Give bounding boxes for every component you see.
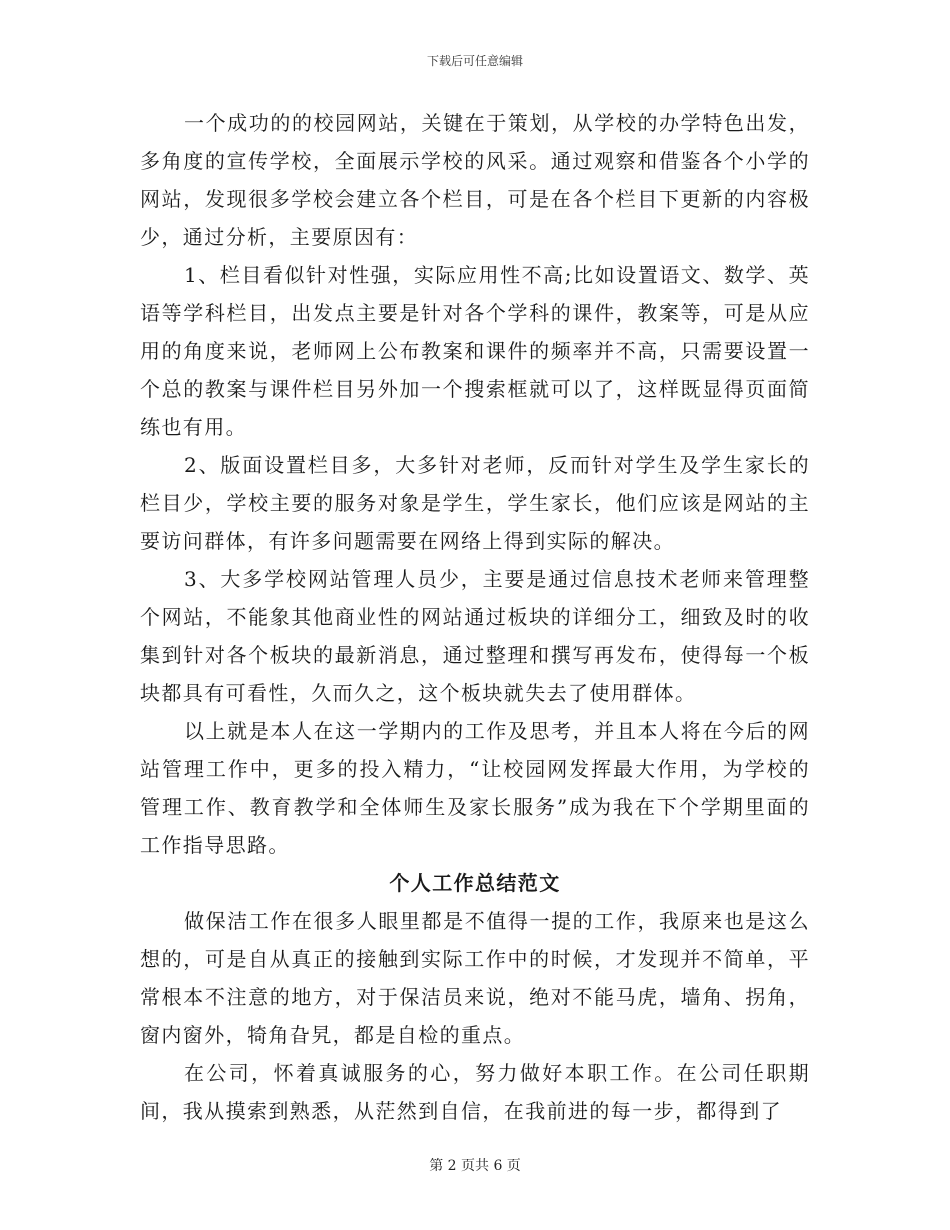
paragraph: 在公司，怀着真诚服务的心，努力做好本职工作。在公司任职期间，我从摸索到熟悉，从茫然到自信，在我前进的每一步，都得到了 [140,1061,810,1123]
document-body [140,104,810,1130]
paragraph: 1、栏目看似针对性强，实际应用性不高;比如设置语文、数学、英语等学科栏目，出发点主要是针对各个学科的课件，教案等，可是从应用的角度来说，老师网上公布教案和课件的频率并不高，只需要设置一个总的教案与课件栏目另外加一个搜索框就可以了，这样既显得页面简练也有用。 [140,263,810,439]
page-footer: 第 2 页共 6 页 [429,1158,521,1174]
section-title: 个人工作总结范文 [389,871,561,895]
paragraph: 做保洁工作在很多人眼里都是不值得一提的工作，我原来也是这么想的，可是自从真正的接触到实际工作中的时候，才发现并不简单，平常根本不注意的地方，对于保洁员来说，绝对不能马虎，墙角、拐角，窗内窗外，犄角旮旯，都是自检的重点。 [140,909,810,1047]
paragraph: 一个成功的的校园网站，关键在于策划，从学校的办学特色出发，多角度的宣传学校，全面展示学校的风采。通过观察和借鉴各个小学的网站，发现很多学校会建立各个栏目，可是在各个栏目下更新的内容极少，通过分析，主要原因有： [140,111,810,249]
paragraph: 2、版面设置栏目多，大多针对老师，反而针对学生及学生家长的栏目少，学校主要的服务对象是学生，学生家长，他们应该是网站的主要访问群体，有许多问题需要在网络上得到实际的解决。 [140,453,810,553]
paragraph: 以上就是本人在这一学期内的工作及思考，并且本人将在今后的网站管理工作中，更多的投入精力，“让校园网发挥最大作用，为学校的管理工作、教育教学和全体师生及家长服务”成为我在下个学期里面的工作指导思路。 [140,719,810,857]
paragraph: 3、大多学校网站管理人员少，主要是通过信息技术老师来管理整个网站，不能象其他商业性的网站通过板块的详细分工，细致及时的收集到针对各个板块的最新消息，通过整理和撰写再发布，使得每一个板块都具有可看性，久而久之，这个板块就失去了使用群体。 [140,567,810,705]
page-header: 下载后可任意编辑 [426,54,523,68]
